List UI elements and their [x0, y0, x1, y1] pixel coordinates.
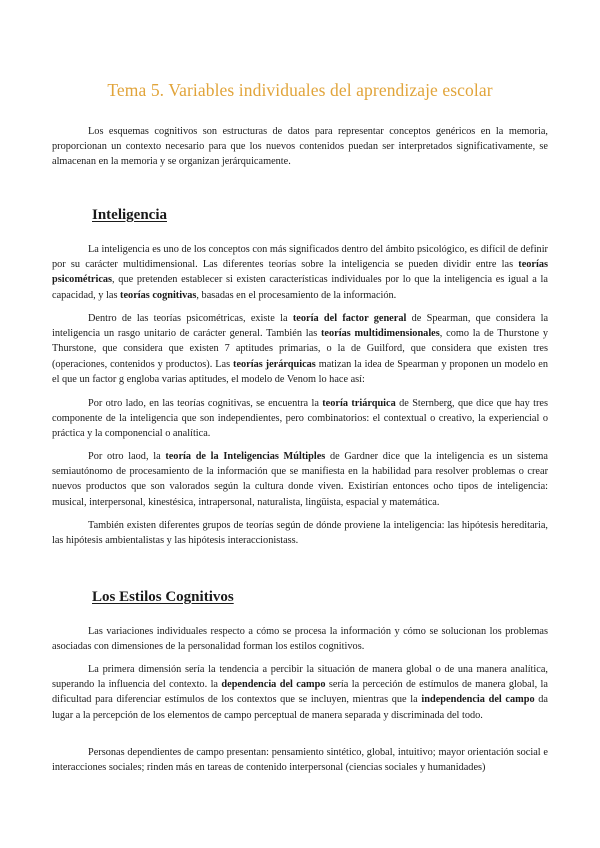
paragraph	[52, 396, 548, 442]
section-heading-estilos-cognitivos: Los Estilos Cognitivos	[92, 589, 234, 605]
page-title: Tema 5. Variables individuales del aprendizaje escolar	[107, 80, 493, 100]
bold-term: teorías jerárquicas	[233, 358, 316, 370]
bold-term: teorías psicométricas	[52, 259, 548, 286]
text-run: da lugar a la percepción de los elementos de campo perceptual de manera separada y discriminada del todo.	[52, 694, 548, 721]
paragraph	[52, 242, 548, 303]
text-run: de Gardner dice que la inteligencia es un sistema semiautónomo de procesamiento de la información que se manifiesta en la habilidad para resolver problemas o crear nuevos productos que son valorados según la cultura donde viven. Existirían entonces ocho tipos de inteligencia: musical, interpersonal, kinestésica, intrapersonal, naturalista, lingüista, espacial y matemática.	[52, 451, 549, 508]
text-run: Las variaciones individuales respecto a cómo se procesa la información y cómo se solucionan los problemas asociadas con dimensiones de la personalidad forman los estilos cognitivos.	[52, 626, 548, 653]
bold-term: teoría del factor general	[292, 313, 407, 324]
bold-term: independencia del campo	[421, 694, 535, 706]
text-run: matizan la idea de Spearman y proponen un modelo en el que un factor g engloba varias aptitudes, el modelo de Venom lo hace así:	[52, 358, 548, 385]
paragraph	[52, 745, 548, 775]
text-run: , basadas en el procesamiento de la información.	[196, 289, 397, 301]
text-run: de Spearman, que considera la inteligencia un rasgo unitario de carácter general. También las	[52, 313, 549, 340]
text-run: La primera dimensión sería la tendencia a percibir la situación de manera global o de una manera analítica, superando la influencia del contexto. la	[52, 664, 548, 691]
text-run: , como la de Thurstone y Thurstone, que considera que existen 7 aptitudes primarias, o la de Guilford, que considera que existen tres (operaciones, contenidos y productos). Las	[52, 328, 548, 370]
text-run: , que pretenden establecer si existen características individuales por lo que la inteligencia es igual a la capacidad, y las	[52, 274, 548, 301]
text-run: Por otro lado, en las teorías cognitivas, se encuentra la	[88, 398, 323, 409]
section-heading-inteligencia: Inteligencia	[92, 207, 167, 223]
paragraph	[52, 449, 548, 510]
text-run: También existen diferentes grupos de teorías según de dónde proviene la inteligencia: las hipótesis hereditaria, las hipótesis ambientalistas y las hipótesis interaccionistass.	[52, 520, 548, 547]
bold-term: dependencia del campo	[221, 679, 326, 691]
text-run: Por otro laod, la	[88, 451, 166, 462]
bold-term: teoría triárquica	[322, 398, 396, 409]
text-run: de Sternberg, que dice que hay tres componente de la inteligencia que son independientes, pero combinatorios: el contextual o creativo, la experiencial o práctica y la componencial o analítica.	[52, 398, 548, 440]
bold-term: teorías multidimensionales	[321, 328, 440, 340]
paragraph	[52, 624, 548, 654]
bold-term: teorías cognitivas	[120, 289, 197, 301]
text-run: Personas dependientes de campo presentan: pensamiento sintético, global, intuitivo; mayor orientación social e interacciones sociales; rinden más en tareas de contenido interpersonal (ciencias sociales y humanidades)	[52, 747, 548, 774]
intro-paragraph: Los esquemas cognitivos son estructuras de datos para representar conceptos genéricos en la memoria, proporcionan un contexto necesario para que los nuevos contenidos puedan ser interpretados significativamente, se almacenan en la memoria y se organizan jerárquicamente.	[52, 126, 548, 168]
paragraph	[52, 518, 548, 548]
text-run: La inteligencia es uno de los conceptos con más significados dentro del ámbito psicológico, es difícil de definir por su carácter multidimensional. Las diferentes teorías sobre la inteligencia se pueden dividir entre las	[52, 244, 548, 271]
bold-term: teoría de la Inteligencias Múltiples	[165, 451, 326, 462]
text-run: Dentro de las teorías psicométricas, existe la	[88, 313, 293, 324]
paragraph	[52, 311, 548, 387]
paragraph	[52, 662, 548, 723]
text-run: sería la perceción de estímulos de manera global, la dificultad para diferenciar estímulos de los contextos que se incluyen, mientras que la	[52, 679, 548, 706]
